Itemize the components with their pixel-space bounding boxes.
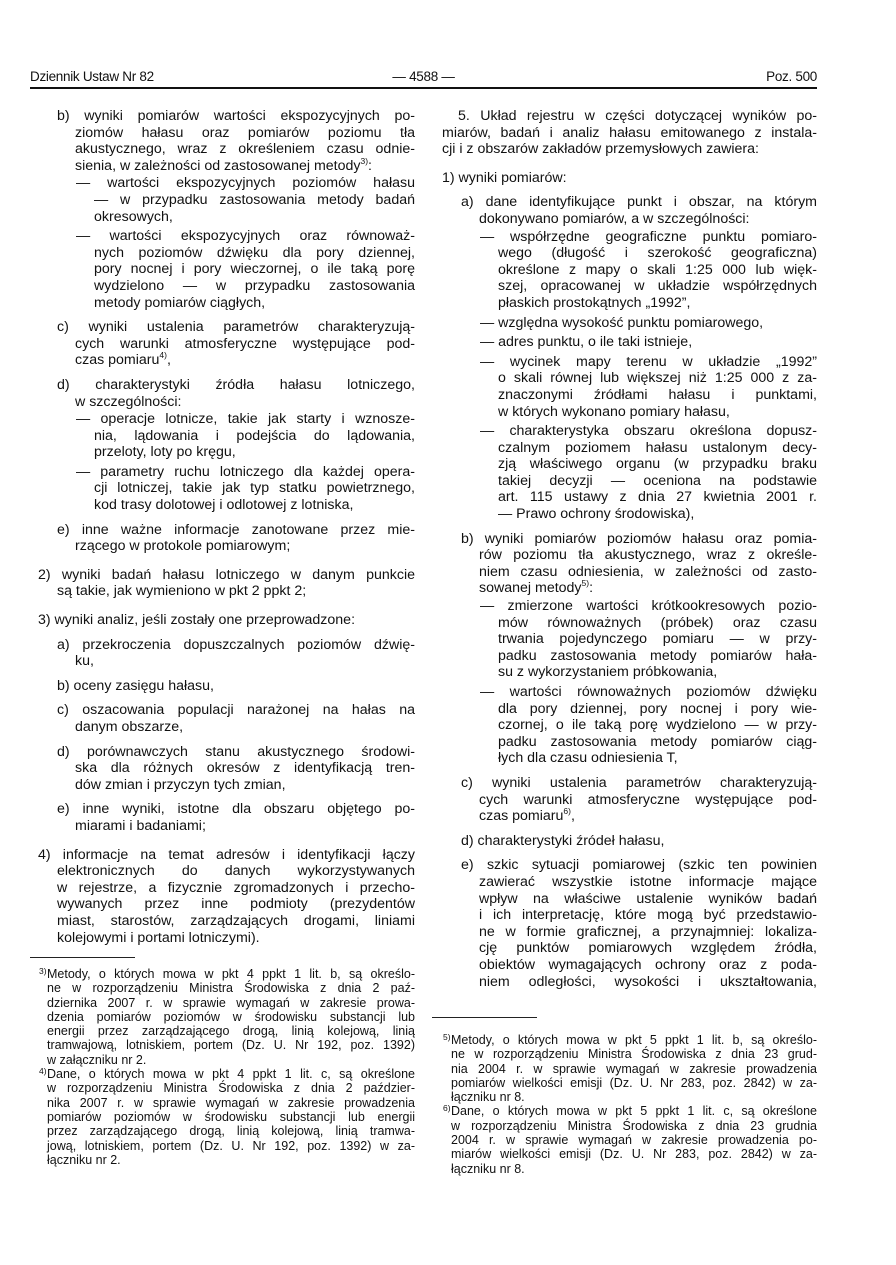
text-line: 4) informacje na temat adresów i identyfikacji łączy: [38, 846, 415, 863]
text-line: b) oceny zasięgu hałasu,: [57, 677, 214, 694]
text-line: płaskich prostokątnych „1992”,: [498, 294, 691, 311]
footnote: [40, 1067, 415, 1167]
footnote-marker: 3): [39, 966, 47, 976]
footnotes-right: [444, 1033, 817, 1176]
text-line: wpływ na właściwe ustalenie wyników badań: [479, 890, 817, 907]
list-item: [38, 522, 415, 555]
text-line: art. 115 ustawy z dnia 27 kwietnia 2001 r.: [498, 489, 817, 506]
text-line: nika 2007 r. w sprawie wymagań w zakresie prowadzenia: [47, 1095, 415, 1110]
text-line: a) dane identyfikujące punkt i obszar, na którym: [461, 194, 817, 211]
text-line: znaczonymi źródłami hałasu i punktami,: [498, 386, 817, 403]
list-item: [38, 847, 415, 947]
text-line: padku zastosowania metody pomiarów hała-: [498, 647, 817, 664]
text-line: nia 2004 r. w sprawie wymagań w zakresie prowadzenia: [451, 1061, 817, 1076]
text-line: łączniku nr 8.: [451, 1161, 525, 1176]
text-line: rów poziomu tła akustycznego, wraz z określe-: [479, 547, 817, 564]
dash-item: [442, 423, 817, 523]
list-item: [442, 531, 817, 597]
text-line: cych warunki atmosferyczne występujące pod-: [75, 335, 415, 352]
text-line: tramwajową, lotniskiem, portem (Dz. U. Nr 192, poz. 1392): [47, 1038, 415, 1053]
text-line: przez zarządzającego drogą, linią kolejową, linią tramwa-: [47, 1124, 415, 1139]
text-line: niem odległości, wysokości i ukształtowania,: [479, 973, 817, 990]
list-item: [38, 637, 415, 670]
text-line: dla pory dziennej, pory nocnej i pory wie-: [498, 700, 817, 717]
text-line: kod trasy dolotowej i odlotowej z lotniska,: [94, 497, 354, 514]
right-column: [442, 108, 817, 990]
text-line: Dane, o których mowa w pkt 5 ppkt 1 lit. c, są określone: [451, 1104, 817, 1119]
text-line: 2004 r. w sprawie wymagań w zakresie prowadzenia po-: [451, 1133, 817, 1148]
text-line: b) wyniki pomiarów wartości ekspozycyjnych po-: [57, 108, 415, 124]
text-line: Metody, o których mowa w pkt 4 ppkt 1 lit. b, są określo-: [47, 967, 415, 981]
dash-item: [38, 464, 415, 514]
line-text: ,: [570, 808, 575, 825]
text-line: w rozporządzeniu Ministra Środowiska z dnia 2 paździer-: [47, 1081, 415, 1096]
text-line: ne w rozporządzeniu Ministra Środowiska z dnia 2 paź-: [47, 981, 415, 996]
line-text: :: [368, 157, 372, 174]
footnote: [444, 1104, 817, 1175]
text-line: trwania pojedynczego pomiaru — w przy-: [498, 631, 817, 648]
footnote-reference: 6): [563, 806, 571, 817]
text-line: w załączniku nr 2.: [47, 1052, 147, 1067]
text-line: cję punktów pomiarowych względem źródła,: [479, 940, 817, 957]
position-number: Poz. 500: [766, 69, 817, 84]
text-line: e) szkic sytuacji pomiarowej (szkic ten powinien: [461, 857, 817, 874]
footnote-divider-right: [432, 1017, 537, 1018]
text-line: pomiarów wielkości emisji (Dz. U. Nr 283, poz. 2842) w za-: [451, 1075, 817, 1090]
text-line: — wycinek mapy terenu w układzie „1992”: [480, 353, 817, 370]
text-line: c) wyniki ustalenia parametrów charakteryzują-: [57, 319, 415, 336]
text-line: — wartości równoważnych poziomów dźwięku: [480, 684, 817, 700]
text-line: [75, 155, 415, 175]
line-text: czas pomiaru: [479, 808, 564, 825]
text-line: pomiarów poziomów w środowisku substancji lub energii: [47, 1109, 415, 1124]
text-line: — zmierzone wartości krótkookresowych pozio-: [480, 598, 817, 615]
text-line: w których wykonano pomiary hałasu,: [498, 403, 730, 420]
text-line: 5. Układ rejestru w części dotyczącej wyników po-: [458, 108, 817, 124]
text-line: o skali równej lub większej niż 1:25 000 z za-: [498, 370, 817, 387]
line-text: ,: [166, 352, 171, 369]
dash-item: [442, 354, 817, 420]
text-line: cji i z obszarów zakładów przemysłowych zawiera:: [442, 141, 759, 158]
footnote-divider-left: [30, 957, 135, 958]
list-item: [38, 702, 415, 735]
dash-item: [442, 334, 817, 351]
text-line: cych warunki atmosferyczne występujące pod-: [479, 791, 817, 808]
page-number: — 4588 —: [392, 69, 455, 84]
dash-item: [38, 411, 415, 461]
footnotes-left: [40, 967, 415, 1167]
text-line: Dane, o których mowa w pkt 4 ppkt 1 lit. c, są określone: [47, 1067, 415, 1082]
line-text: sowanej metody: [479, 580, 582, 597]
text-line: kolejowymi i portami lotniczymi).: [57, 929, 260, 946]
text-line: nia, lądowania i podejścia do lądowania,: [94, 427, 415, 444]
dash-item: [38, 228, 415, 311]
list-item: [442, 833, 817, 850]
text-line: — wartości ekspozycyjnych oraz równoważ-: [76, 228, 415, 245]
text-line: w rejestrze, a fizycznie zgromadzonych i przecho-: [57, 879, 415, 896]
list-item: [442, 857, 817, 990]
text-line: su z wykorzystaniem próbkowania,: [498, 664, 718, 681]
footnote-marker: 4): [39, 1066, 47, 1077]
text-line: jową, lotniskiem, portem (Dz. U. Nr 192, poz. 1392) w za-: [47, 1138, 415, 1153]
list-item: [442, 775, 817, 825]
footnote-reference: 3): [360, 155, 369, 166]
text-line: obiektów wymagających ochrony oraz z poda-: [479, 956, 817, 973]
text-line: miarów wielkości emisji (Dz. U. Nr 283, poz. 2842) w za-: [451, 1147, 817, 1162]
list-item: [38, 744, 415, 794]
text-line: — wartości ekspozycyjnych poziomów hałasu: [76, 175, 415, 192]
dash-item: [442, 229, 817, 312]
text-line: dów zmian i przyczyn tych zmian,: [75, 776, 286, 793]
footnote-marker: 6): [443, 1103, 451, 1114]
text-line: ne w formie graficznej, a przynajmniej: lokaliza-: [479, 923, 817, 940]
text-line: miarami i badaniami;: [75, 817, 206, 834]
list-item: [38, 377, 415, 410]
text-line: — względna wysokość punktu pomiarowego,: [480, 314, 764, 331]
text-line: pory nocnej i pory wieczornej, o ile taką porę: [94, 261, 415, 278]
text-line: szej, opracowanej w układzie współrzędnych: [498, 278, 817, 295]
left-column: [38, 108, 415, 946]
text-line: nych poziomów dźwięku dla pory dziennej,: [94, 244, 415, 261]
text-line: ku,: [75, 653, 94, 670]
text-line: — adres punktu, o ile taki istnieje,: [480, 334, 693, 351]
text-line: [75, 352, 415, 369]
text-line: b) wyniki pomiarów poziomów hałasu oraz pomia-: [461, 530, 817, 547]
text-line: [479, 580, 817, 597]
list-item: [38, 108, 415, 174]
text-line: energii przez zarządzającego drogą, linią kolejową, linią: [47, 1024, 415, 1039]
text-line: c) wyniki ustalenia parametrów charakteryzują-: [461, 774, 817, 791]
dash-item: [442, 315, 817, 332]
footnote-reference: 5): [581, 578, 590, 589]
list-item: [38, 678, 415, 695]
text-line: [479, 808, 817, 825]
text-line: wego (długość i szerokość geograficzna): [498, 245, 817, 262]
text-line: łych dla czasu odniesienia T,: [498, 750, 678, 767]
line-text: :: [589, 580, 594, 597]
list-item: [442, 170, 817, 187]
text-line: 1) wyniki pomiarów:: [442, 169, 567, 186]
text-line: czalnym poziomem hałasu ustalonym decy-: [498, 439, 817, 456]
text-line: d) charakterystyki źródła hałasu lotniczego,: [57, 376, 415, 393]
text-line: miast, starostów, zarządzających drogami, liniami: [57, 912, 415, 929]
text-line: — parametry ruchu lotniczego dla każdej opera-: [76, 463, 415, 480]
text-line: a) przekroczenia dopuszczalnych poziomów dźwię-: [57, 636, 415, 653]
text-line: zją właściwego organu (w przypadku braku: [498, 456, 817, 473]
dash-item: [442, 598, 817, 681]
text-line: ziomów hałasu oraz pomiarów poziomu tła: [75, 124, 415, 141]
text-line: miarów, badań i analiz hałasu emitowanego z instala-: [442, 124, 817, 141]
text-line: wydzielono — w przypadku zastosowania: [94, 277, 415, 294]
text-line: czornej, o ile taką porę wydzielono — w przy-: [498, 717, 817, 734]
text-line: łączniku nr 8.: [451, 1090, 525, 1105]
text-line: są takie, jak wymieniono w pkt 2 ppkt 2;: [57, 583, 307, 600]
text-line: e) inne wyniki, istotne dla obszaru objętego po-: [57, 801, 415, 818]
text-line: niem czasu odniesienia, w zależności od zasto-: [479, 563, 817, 580]
footnote: [40, 967, 415, 1067]
text-line: rzącego w protokole pomiarowym;: [75, 538, 291, 555]
text-line: i ich interpretację, które mogą być przedstawio-: [479, 907, 817, 924]
text-line: w szczególności:: [75, 393, 182, 410]
text-line: — Prawo ochrony środowiska),: [498, 506, 695, 523]
footnote-reference: 4): [159, 350, 167, 361]
text-line: ne w rozporządzeniu Ministra Środowiska z dnia 23 grud-: [451, 1047, 817, 1062]
list-item: [38, 319, 415, 369]
line-text: czas pomiaru: [75, 352, 160, 369]
text-line: padku zastosowania metody pomiarów ciąg-: [498, 733, 817, 750]
footnote: [444, 1033, 817, 1104]
text-line: w rozporządzeniu Ministra Środowiska z dnia 23 grudnia: [451, 1118, 817, 1133]
text-line: — operacje lotnicze, takie jak starty i wznosze-: [76, 411, 415, 428]
text-line: 3) wyniki analiz, jeśli zostały one przeprowadzone:: [38, 612, 356, 629]
list-item: [38, 567, 415, 600]
text-line: — współrzędne geograficzne punktu pomiaro-: [480, 228, 817, 245]
text-line: dokonywano pomiarów, a w szczególności:: [479, 210, 750, 227]
text-line: — w przypadku zastosowania metody badań: [94, 191, 415, 208]
text-line: mów równoważnych (próbek) oraz czasu: [498, 614, 817, 631]
list-item: [38, 612, 415, 629]
text-line: elektronicznych do danych wykorzystywanych: [57, 863, 415, 880]
text-line: takiej decyzji — oceniona na podstawie: [498, 472, 817, 489]
dash-item: [442, 684, 817, 767]
text-line: Metody, o których mowa w pkt 5 ppkt 1 lit. b, są określo-: [451, 1033, 817, 1047]
text-line: określone z mapy o skali 1:25 000 lub więk-: [498, 261, 817, 278]
text-line: metody pomiarów ciągłych,: [94, 294, 266, 311]
text-line: przeloty, loty po kręgu,: [94, 444, 236, 461]
text-line: ska dla różnych okresów z identyfikacją tren-: [75, 760, 415, 777]
text-line: c) oszacowania populacji narażonej na hałas na: [57, 702, 415, 719]
text-line: wywanych przez inne podmioty (prezydentów: [57, 896, 415, 913]
list-item: [442, 108, 817, 158]
journal-title: Dziennik Ustaw Nr 82: [30, 69, 154, 84]
text-line: — charakterystyka obszaru określona dopusz-: [480, 423, 817, 440]
line-text: sienia, w zależności od zastosowanej metody: [75, 157, 361, 174]
text-line: d) charakterystyki źródeł hałasu,: [461, 832, 665, 849]
dash-item: [38, 175, 415, 225]
text-line: cji lotniczej, takie jak typ statku powietrznego,: [94, 480, 415, 497]
text-line: łączniku nr 2.: [47, 1152, 121, 1167]
text-line: e) inne ważne informacje zanotowane przez mie-: [57, 521, 415, 538]
list-item: [38, 801, 415, 834]
text-line: okresowych,: [94, 208, 173, 225]
header-divider: [30, 87, 817, 89]
text-line: dzenia pomiarów poziomów w środowisku substancji lub: [47, 1009, 415, 1024]
text-line: d) porównawczych stanu akustycznego środowi-: [57, 743, 415, 760]
footnote-marker: 5): [443, 1032, 451, 1042]
text-line: 2) wyniki badań hałasu lotniczego w danym punkcie: [38, 566, 415, 583]
text-line: zawierać wszystkie istotne informacje mające: [479, 873, 817, 890]
text-line: dziernika 2007 r. w sprawie wymagań w zakresie prowa-: [47, 995, 415, 1010]
text-line: danym obszarze,: [75, 719, 184, 735]
text-line: akustycznego, wraz z określeniem czasu odnie-: [75, 141, 415, 158]
list-item: [442, 194, 817, 227]
